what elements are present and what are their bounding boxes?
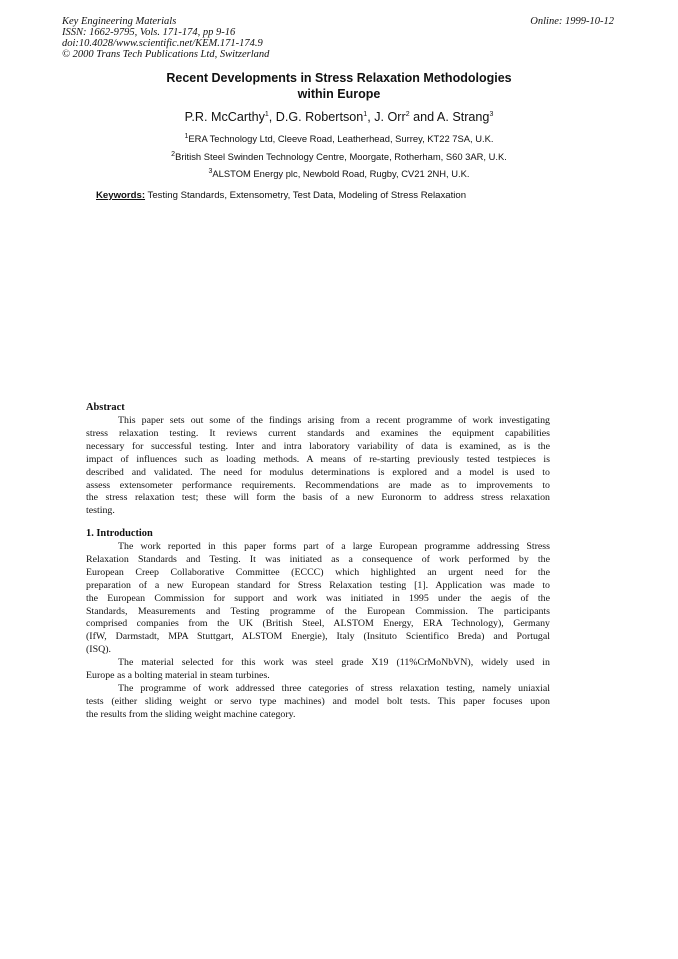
author-affiliation-mark: 3 [489, 110, 494, 118]
text-line: The material selected for this work was steel grade X19 (11%CrMoNbVN), widely used in [118, 657, 550, 668]
copyright-line: © 2000 Trans Tech Publications Ltd, Switzerland [62, 49, 270, 60]
text-line: necessary for successful testing. Inter and intra laboratory variability of data is examined, as is the [86, 440, 550, 452]
text-line: assess extensometer performance requirements. Recommendations are made as to improvements to [86, 479, 550, 491]
doi-line: doi:10.4028/www.scientific.net/KEM.171-174.9 [62, 38, 263, 49]
affiliation-text: British Steel Swinden Technology Centre, Moorgate, Rotherham, S60 3AR, U.K. [175, 151, 507, 162]
journal-header [62, 16, 462, 60]
text-line: The programme of work addressed three categories of stress relaxation testing, namely uniaxial [118, 683, 550, 694]
text-line: the results from the sliding weight machine category. [86, 708, 296, 720]
author-name: P.R. McCarthy [184, 110, 265, 124]
text-line: impact of influences such as loading methods. A means of re-starting previously tested testpieces is [86, 453, 550, 465]
abstract-heading: Abstract [86, 402, 125, 413]
text-line: European Creep Collaborative Committee (ECCC) which highlighted an urgent need for the [86, 566, 550, 578]
text-line: tests (either sliding weight or servo type machines) and model bolt tests. This paper focuses upon [86, 695, 550, 707]
author-list [0, 110, 678, 124]
text-line: comprised companies from the UK (British Steel, ALSTOM Energy, ERA Technology), Germany [86, 618, 550, 630]
text-line: described and validated. The need for modulus determinations is explored and a model is used to [86, 466, 550, 478]
text-line: testing. [86, 505, 115, 517]
affiliation [0, 151, 678, 162]
text-line: The work reported in this paper forms part of a large European programme addressing Stress [118, 541, 550, 552]
author-affiliation-mark: 1 [363, 110, 368, 118]
text-line: the stress relaxation test; these will form the basis of a new Euronorm to address stress relaxation [86, 492, 550, 504]
text-line: the European Commission for support and work was initiated in 1995 under the aegis of the [86, 592, 550, 604]
text-line: (ISQ). [86, 644, 111, 656]
affiliation-number: 3 [208, 167, 213, 175]
text-line: Relaxation Standards and Testing. It was initiated as a consequence of work performed by the [86, 553, 550, 565]
author-affiliation-mark: 1 [264, 110, 269, 118]
affiliation-number: 2 [171, 150, 176, 158]
text-line: (IfW, Darmstadt, MPA Stuttgart, ALSTOM Energie), Italy (Insituto Scientifico Breda) and Portugal [86, 631, 550, 643]
abstract-body [86, 415, 550, 518]
keywords [96, 190, 466, 201]
affiliation-number: 1 [184, 132, 189, 140]
journal-name: Key Engineering Materials [62, 16, 177, 27]
author-name: D.G. Robertson [275, 110, 364, 124]
author-separator: and [409, 110, 437, 124]
keywords-text: Testing Standards, Extensometry, Test Data, Modeling of Stress Relaxation [145, 190, 467, 201]
online-date: Online: 1999-10-12 [530, 16, 614, 27]
keywords-label: Keywords: [96, 190, 146, 201]
author-name: A. Strang [436, 110, 490, 124]
author-name: J. Orr [374, 110, 406, 124]
paper-title-line-1: Recent Developments in Stress Relaxation Methodologies [166, 71, 512, 85]
affiliation-text: ERA Technology Ltd, Cleeve Road, Leatherhead, Surrey, KT22 7SA, U.K. [188, 133, 494, 144]
text-line: Europe as a bolting material in steam turbines. [86, 669, 270, 681]
affiliation [0, 133, 678, 144]
text-line: This paper sets out some of the findings arising from a recent programme of work investigating [118, 415, 550, 426]
introduction-heading: 1. Introduction [86, 528, 153, 539]
text-line: stress relaxation testing. It reviews current standards and examines the equipment capabilities [86, 427, 550, 439]
introduction-paragraph-1 [86, 541, 550, 657]
paper-title-line-2: within Europe [297, 87, 381, 101]
introduction-paragraph-3 [86, 683, 550, 722]
text-line: Standards, Measurements and Testing programme of the European Commission. The participants [86, 605, 550, 617]
text-line: preparation of a new European standard for Stress Relaxation testing [1]. Application was made to [86, 579, 550, 591]
issn-line: ISSN: 1662-9795, Vols. 171-174, pp 9-16 [62, 27, 236, 38]
introduction-paragraph-2 [86, 657, 550, 683]
affiliation [0, 168, 678, 179]
affiliation-text: ALSTOM Energy plc, Newbold Road, Rugby, CV21 2NH, U.K. [212, 168, 470, 179]
author-affiliation-mark: 2 [405, 110, 410, 118]
author-separator: , [268, 110, 276, 124]
author-separator: , [367, 110, 375, 124]
